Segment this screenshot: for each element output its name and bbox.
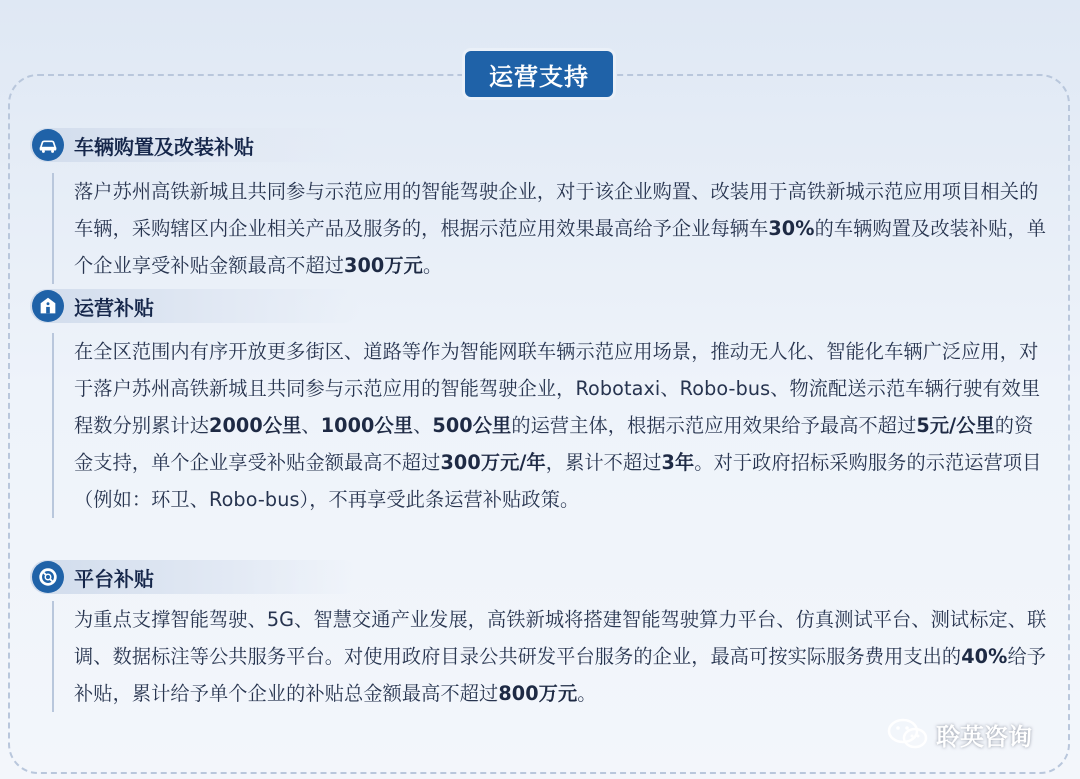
section-body-platform-subsidy — [52, 601, 1052, 712]
text-segment: 的运营主体，根据示范应用效果给予最高不超过 — [511, 414, 917, 437]
text-segment: 。对于政府招标采购服务的示范运营项目（例如：环卫、Robo-bus），不再享受此条运营补贴政策。 — [74, 451, 1042, 511]
page-title: 运营支持 — [465, 51, 613, 97]
text-segment: 落户苏州高铁新城且共同参与示范应用的智能驾驶企业，对于该企业购置、改装用于高铁新城示范应用项目相关的车辆，采购辖区内企业相关产品及服务的，根据示范应用效果最高给予企业每辆车 — [74, 180, 1039, 240]
text-segment: 。 — [577, 682, 597, 705]
section-body-operation-subsidy — [52, 333, 1052, 518]
highlight-figure: 40% — [961, 645, 1008, 668]
text-segment: ，累计不超过 — [545, 451, 662, 474]
car-icon — [32, 129, 64, 161]
highlight-figure: 500公里 — [432, 414, 512, 437]
highlight-figure: 30% — [768, 217, 815, 240]
section-paragraph — [74, 173, 1052, 284]
text-segment: 的车辆购置及改装补贴，单个企业享受补贴金额最高不超过 — [74, 217, 1047, 277]
section-title: 运营补贴 — [74, 295, 154, 320]
text-segment: 在全区范围内有序开放更多街区、道路等作为智能网联车辆示范应用场景，推动无人化、智能化车辆广泛应用，对于落户苏州高铁新城且共同参与示范应用的智能驾驶企业，Robotaxi、Robo-bus、物流配送示范车辆行驶有效里程数分别累计达 — [74, 340, 1041, 437]
wechat-icon — [886, 716, 930, 752]
building-icon — [32, 290, 64, 322]
watermark — [886, 716, 1032, 752]
section-title: 车辆购置及改装补贴 — [74, 134, 254, 159]
text-segment: 。 — [422, 254, 443, 277]
highlight-figure: 300万元/年 — [440, 451, 546, 474]
section-body-vehicle-subsidy — [52, 173, 1052, 284]
section-paragraph — [74, 601, 1052, 712]
highlight-figure: 800万元 — [498, 682, 578, 705]
highlight-figure: 2000公里 — [209, 414, 302, 437]
section-heading-vehicle-subsidy — [30, 128, 360, 162]
highlight-figure: 5元/公里 — [916, 414, 995, 437]
highlight-figure: 1000公里 — [320, 414, 414, 437]
lifebuoy-icon — [32, 561, 64, 593]
watermark-text: 聆英咨询 — [936, 722, 1032, 751]
highlight-figure: 3年 — [661, 451, 695, 474]
section-paragraph — [74, 333, 1052, 518]
text-segment: 的资金支持，单个企业享受补贴金额最高不超过 — [74, 414, 1034, 474]
section-heading-operation-subsidy — [30, 289, 360, 323]
text-segment: 给予补贴，累计给予单个企业的补贴总金额最高不超过 — [74, 645, 1047, 705]
text-segment: 为重点支撑智能驾驶、5G、智慧交通产业发展，高铁新城将搭建智能驾驶算力平台、仿真测试平台、测试标定、联调、数据标注等公共服务平台。对使用政府目录公共研发平台服务的企业，最高可按实际服务费用支出的 — [74, 608, 1047, 668]
section-title: 平台补贴 — [74, 566, 154, 591]
text-segment: 、 — [301, 414, 321, 437]
section-heading-platform-subsidy — [30, 560, 360, 594]
text-segment: 、 — [413, 414, 433, 437]
highlight-figure: 300万元 — [344, 254, 423, 277]
